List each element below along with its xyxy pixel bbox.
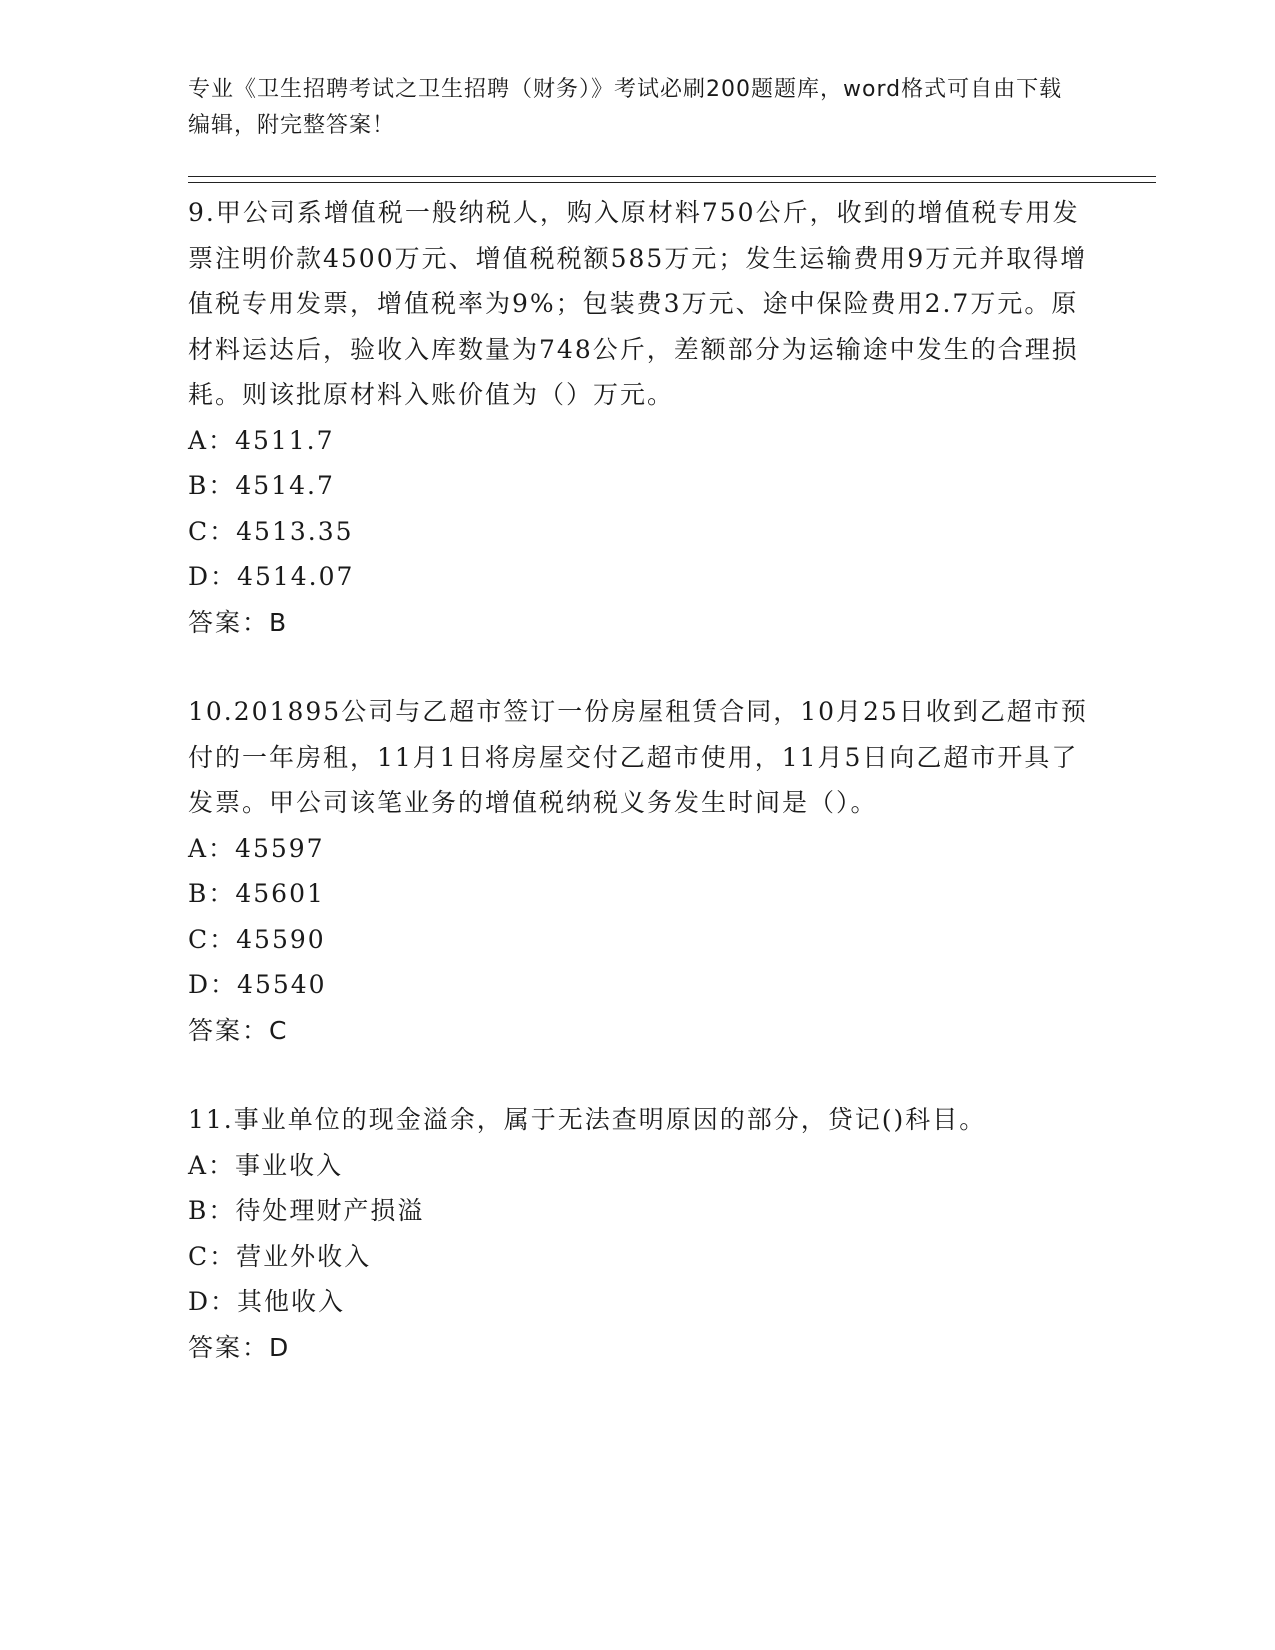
option-b: B：45601 <box>188 879 325 908</box>
option-a: A：4511.7 <box>188 425 335 455</box>
option-d: D：4514.07 <box>188 562 355 591</box>
question-9 <box>188 190 1088 645</box>
header-divider-bottom <box>188 182 1156 183</box>
option-a: A：45597 <box>188 833 325 863</box>
option-c: C：45590 <box>188 924 326 954</box>
header-divider-top <box>188 176 1156 177</box>
header-text: 专业《卫生招聘考试之卫生招聘（财务）》考试必刷200题题库，word格式可自由下载编辑，附完整答案！ <box>188 77 1063 138</box>
option-b: B：待处理财产损溢 <box>188 1196 425 1225</box>
option-a: A：事业收入 <box>188 1150 344 1180</box>
option-d: D：45540 <box>188 970 327 999</box>
question-list <box>188 190 1088 1414</box>
option-d: D：其他收入 <box>188 1287 346 1316</box>
answer: 答案：C <box>188 1015 289 1045</box>
answer: 答案：B <box>188 607 289 637</box>
option-b: B：4514.7 <box>188 471 335 500</box>
question-stem: 11.事业单位的现金溢余，属于无法查明原因的部分，贷记()科目。 <box>188 1105 987 1134</box>
question-stem: 10.201895公司与乙超市签订一份房屋租赁合同，10月25日收到乙超市预付的一年房租，11月1日将房屋交付乙超市使用，11月5日向乙超市开具了发票。甲公司该笔业务的增值税纳税义务发生时间是（）。 <box>188 697 1088 817</box>
question-10 <box>188 689 1088 1053</box>
answer: 答案：D <box>188 1332 291 1362</box>
question-11 <box>188 1097 1088 1370</box>
option-c: C：4513.35 <box>188 516 354 546</box>
question-stem: 9.甲公司系增值税一般纳税人，购入原材料750公斤，收到的增值税专用发票注明价款4500万元、增值税税额585万元；发生运输费用9万元并取得增值税专用发票，增值税率为9%；包装费3万元、途中保险费用2.7万元。原材料运达后，验收入库数量为748公斤，差额部分为运输途中发生的合理损耗。则该批原材料入账价值为（）万元。 <box>188 198 1088 409</box>
document-header <box>188 72 1068 144</box>
option-c: C：营业外收入 <box>188 1241 372 1271</box>
